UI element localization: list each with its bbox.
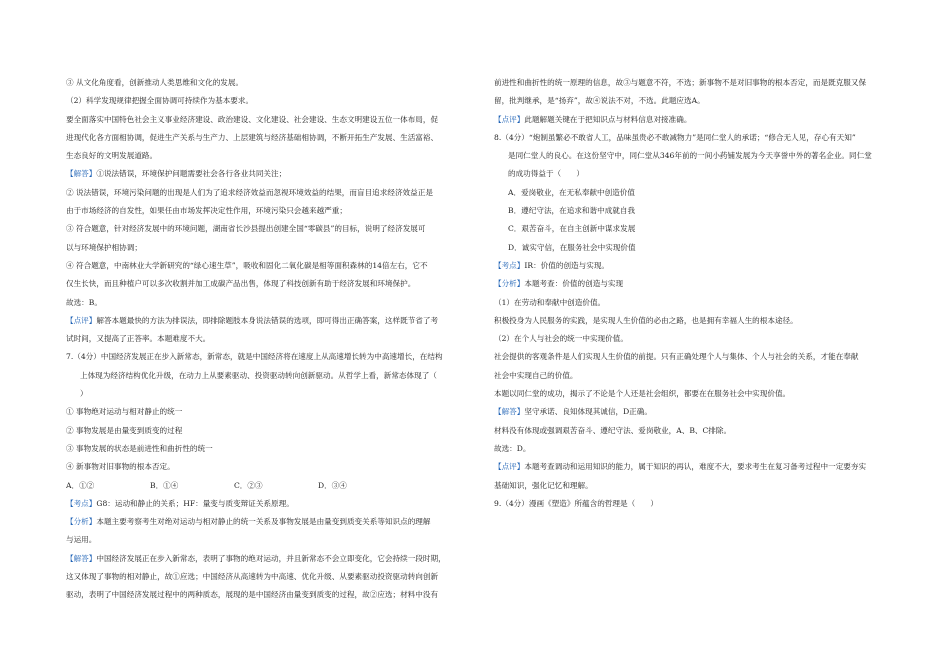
section-tag: 【分析】 bbox=[66, 517, 97, 527]
text-line bbox=[66, 257, 474, 275]
section-tag: 【点评】 bbox=[66, 315, 97, 325]
answer-option: A．①② bbox=[66, 480, 95, 490]
line-text: 留，批判继承，是“扬弃”，故④说法不对，不选。此题应选A。 bbox=[494, 96, 705, 106]
text-line bbox=[494, 74, 896, 92]
text-line bbox=[66, 92, 474, 110]
text-line bbox=[66, 111, 474, 129]
section-tag: 【解答】 bbox=[66, 169, 97, 179]
line-text: ③ 符合题意，针对经济发展中的环境问题，湖南省长沙县提出创建全国“零碳县”的目标，说明了经济发展可 bbox=[66, 224, 426, 234]
text-line bbox=[494, 330, 896, 348]
text-line bbox=[494, 477, 896, 495]
text-line bbox=[66, 330, 474, 348]
text-line bbox=[494, 147, 896, 165]
line-text: ） bbox=[80, 389, 88, 399]
line-text: （1）在劳动和奉献中创造价值。 bbox=[494, 297, 606, 307]
text-line bbox=[494, 275, 896, 293]
text-line bbox=[494, 348, 896, 366]
line-text: 上体现为经济结构优化升级，在动力上从要素驱动、投资驱动转向创新驱动。从哲学上看，新常态体现了（ bbox=[80, 370, 437, 380]
line-text: 7.（4分）中国经济发展正在步入新常态，新常态，就是中国经济将在速度上从高速增长转为中高速增长，在结构 bbox=[66, 352, 443, 362]
text-line bbox=[494, 367, 896, 385]
line-text: ② 事物发展是由量变到质变的过程 bbox=[66, 425, 183, 435]
line-text: 与运用。 bbox=[66, 535, 97, 545]
text-line bbox=[494, 422, 896, 440]
line-text: 基础知识，强化记忆和理解。 bbox=[494, 480, 593, 490]
text-line bbox=[66, 165, 474, 183]
text-line bbox=[494, 184, 896, 202]
line-text: 本题考查调动和运用知识的能力，属于知识的再认，难度不大，要求考生在复习备考过程中一定要夯实 bbox=[524, 462, 867, 472]
text-line bbox=[66, 403, 474, 421]
line-text: 本题主要考察考生对绝对运动与相对静止的统一关系及事物发展是由量变到质变关系等知识点的理解 bbox=[96, 517, 431, 527]
text-line bbox=[66, 294, 474, 312]
text-line bbox=[66, 367, 474, 385]
line-text: 此题解题关键在于把知识点与材料信息对接准确。 bbox=[524, 114, 692, 124]
answer-options bbox=[66, 477, 474, 495]
text-line bbox=[66, 147, 474, 165]
text-line bbox=[494, 202, 896, 220]
line-text: ④ 符合题意，中南林业大学新研究的“绿心速生草”，吸收和固化二氧化碳是相等面积森林的14倍左右，它不 bbox=[66, 260, 428, 270]
text-line bbox=[66, 495, 474, 513]
line-text: （2）科学发现规律把握全面协调可持续作为基本要求。 bbox=[66, 96, 254, 106]
line-text: ③ 从文化角度看，创新推动人类思维和文化的发展。 bbox=[66, 78, 244, 87]
section-tag: 【分析】 bbox=[494, 279, 525, 289]
text-line bbox=[66, 184, 474, 202]
line-text: 积极投身为人民服务的实践，是实现人生价值的必由之路，也是拥有幸福人生的根本途径。 bbox=[494, 315, 798, 325]
line-text: 8.（4分）“炮制虽繁必不敢省人工，品味虽贵必不敢减物力”是同仁堂人的承诺；“修合无人见，存心有天知” bbox=[494, 132, 856, 142]
text-line bbox=[494, 440, 896, 458]
line-text: 驱动，表明了中国经济发展过程中的两种质态，展现的是中国经济由量变到质变的过程，故②应选；材料中没有 bbox=[66, 590, 439, 600]
line-text: G8：运动和静止的关系；HF：量变与质变辩证关系原理。 bbox=[96, 498, 294, 508]
text-line bbox=[66, 74, 474, 92]
line-text: 故选：D。 bbox=[494, 443, 531, 453]
text-line bbox=[66, 220, 474, 238]
section-tag: 【考点】 bbox=[494, 260, 525, 270]
text-line bbox=[66, 129, 474, 147]
section-tag: 【解答】 bbox=[494, 407, 525, 417]
line-text: 的成功得益于（ ） bbox=[508, 169, 584, 179]
line-text: 要全面落实中国特色社会主义事业经济建设、政治建设、文化建设、社会建设、生态文明建设五位一体布局，促 bbox=[66, 114, 439, 124]
line-text: A．爱岗敬业，在无私奉献中创造价值 bbox=[508, 187, 635, 197]
section-tag: 【点评】 bbox=[494, 114, 525, 124]
answer-option: B．①④ bbox=[150, 480, 179, 490]
line-text: 材料没有体现或强调艰苦奋斗、遵纪守法、爱岗敬业，A、B、C排除。 bbox=[494, 425, 732, 435]
text-line bbox=[66, 513, 474, 531]
line-text: 生态良好的文明发展道路。 bbox=[66, 151, 158, 161]
text-line bbox=[66, 550, 474, 568]
text-line bbox=[494, 257, 896, 275]
line-text: 这又体现了事物的相对静止，故①应选；中国经济从高速转为中高速、优化升级、从要素驱动投资驱动转向创新 bbox=[66, 572, 439, 582]
line-text: 坚守承诺、良知体现其诚信，D正确。 bbox=[524, 407, 652, 417]
text-line bbox=[66, 568, 474, 586]
text-line bbox=[494, 294, 896, 312]
line-text: 前进性和曲折性的统一原理的信息，故③与题意不符，不选；新事物不是对旧事物的根本否定，而是既克服又保 bbox=[494, 78, 867, 87]
text-line bbox=[494, 111, 896, 129]
text-line bbox=[66, 348, 474, 366]
line-text: B．遵纪守法，在追求和谐中成就自我 bbox=[508, 206, 636, 216]
left-column bbox=[66, 74, 474, 605]
text-line bbox=[494, 239, 896, 257]
line-text: 解答本题最快的方法为排误法，即排除题肢本身说法错误的选项，即可得出正确答案，这样既节省了考 bbox=[96, 315, 439, 325]
section-tag: 【考点】 bbox=[66, 498, 97, 508]
text-line bbox=[494, 385, 896, 403]
text-line bbox=[494, 129, 896, 147]
answer-option: C．②③ bbox=[234, 480, 263, 490]
line-text: ② 说法错误，环境污染问题的出现是人们为了追求经济效益而忽视环境效益的结果，而盲目追求经济效益正是 bbox=[66, 187, 433, 197]
text-line bbox=[494, 220, 896, 238]
line-text: ① 事物绝对运动与相对静止的统一 bbox=[66, 407, 183, 417]
line-text: 进现代化各方面相协调，促进生产关系与生产力、上层建筑与经济基础相协调，不断开拓生产发展、生活富裕、 bbox=[66, 132, 439, 142]
section-tag: 【点评】 bbox=[494, 462, 525, 472]
line-text: D．诚实守信，在服务社会中实现价值 bbox=[508, 242, 636, 252]
section-tag: 【解答】 bbox=[66, 553, 97, 563]
text-line bbox=[66, 422, 474, 440]
line-text: ③ 事物发展的状态是前进性和曲折性的统一 bbox=[66, 443, 213, 453]
line-text: ④ 新事物对旧事物的根本否定。 bbox=[66, 462, 175, 472]
text-line bbox=[494, 92, 896, 110]
text-line bbox=[66, 458, 474, 476]
text-line bbox=[66, 586, 474, 604]
text-line bbox=[66, 531, 474, 549]
line-text: 本题以同仁堂的成功，揭示了不论是个人还是社会组织，都要在在服务社会中实现价值。 bbox=[494, 389, 791, 399]
text-line bbox=[494, 165, 896, 183]
line-text: 仅生长快，而且种植户可以多次收割并加工成碳产品出售，体现了科技创新有助于经济发展和环境保护。 bbox=[66, 279, 416, 289]
line-text: 社会提供的客观条件是人们实现人生价值的前提。只有正确处理个人与集体、个人与社会的关系，才能在奉献 bbox=[494, 352, 859, 362]
line-text: IR：价值的创造与实现。 bbox=[524, 260, 610, 270]
line-text: 中国经济发展正在步入新常态，表明了事物的绝对运动，并且新常态不会立即变化，它会持续一段时期， bbox=[96, 553, 446, 563]
line-text: C．艰苦奋斗，在自主创新中谋求发展 bbox=[508, 224, 636, 234]
text-line bbox=[66, 385, 474, 403]
line-text: 试时间，又提高了正答率。本题难度不大。 bbox=[66, 334, 211, 344]
text-line bbox=[494, 312, 896, 330]
line-text: 是同仁堂人的良心。在这份坚守中，同仁堂从346年前的一间小药铺发展为今天享誉中外的著名企业。同仁堂 bbox=[508, 151, 872, 161]
right-column bbox=[494, 74, 896, 513]
line-text: ①说法错误，环境保护问题需要社会各行各业共同关注； bbox=[96, 169, 287, 179]
text-line bbox=[66, 275, 474, 293]
text-line bbox=[494, 403, 896, 421]
line-text: 本题考查：价值的创造与实现 bbox=[524, 279, 624, 289]
text-line bbox=[494, 458, 896, 476]
text-line bbox=[66, 312, 474, 330]
text-line bbox=[494, 495, 896, 513]
line-text: 由于市场经济的自发性，如果任由市场发挥决定性作用，环境污染只会越来越严重； bbox=[66, 206, 347, 216]
text-line bbox=[66, 440, 474, 458]
text-line bbox=[66, 202, 474, 220]
line-text: 以与环境保护相协调； bbox=[66, 242, 142, 252]
line-text: （2）在个人与社会的统一中实现价值。 bbox=[494, 334, 628, 344]
line-text: 社会中实现自己的价值。 bbox=[494, 370, 578, 380]
line-text: 9.（4分）漫画《塑造》所蕴含的哲理是（ ） bbox=[494, 498, 658, 508]
answer-option: D．③④ bbox=[318, 480, 347, 490]
text-line bbox=[66, 239, 474, 257]
line-text: 故选：B。 bbox=[66, 297, 102, 307]
